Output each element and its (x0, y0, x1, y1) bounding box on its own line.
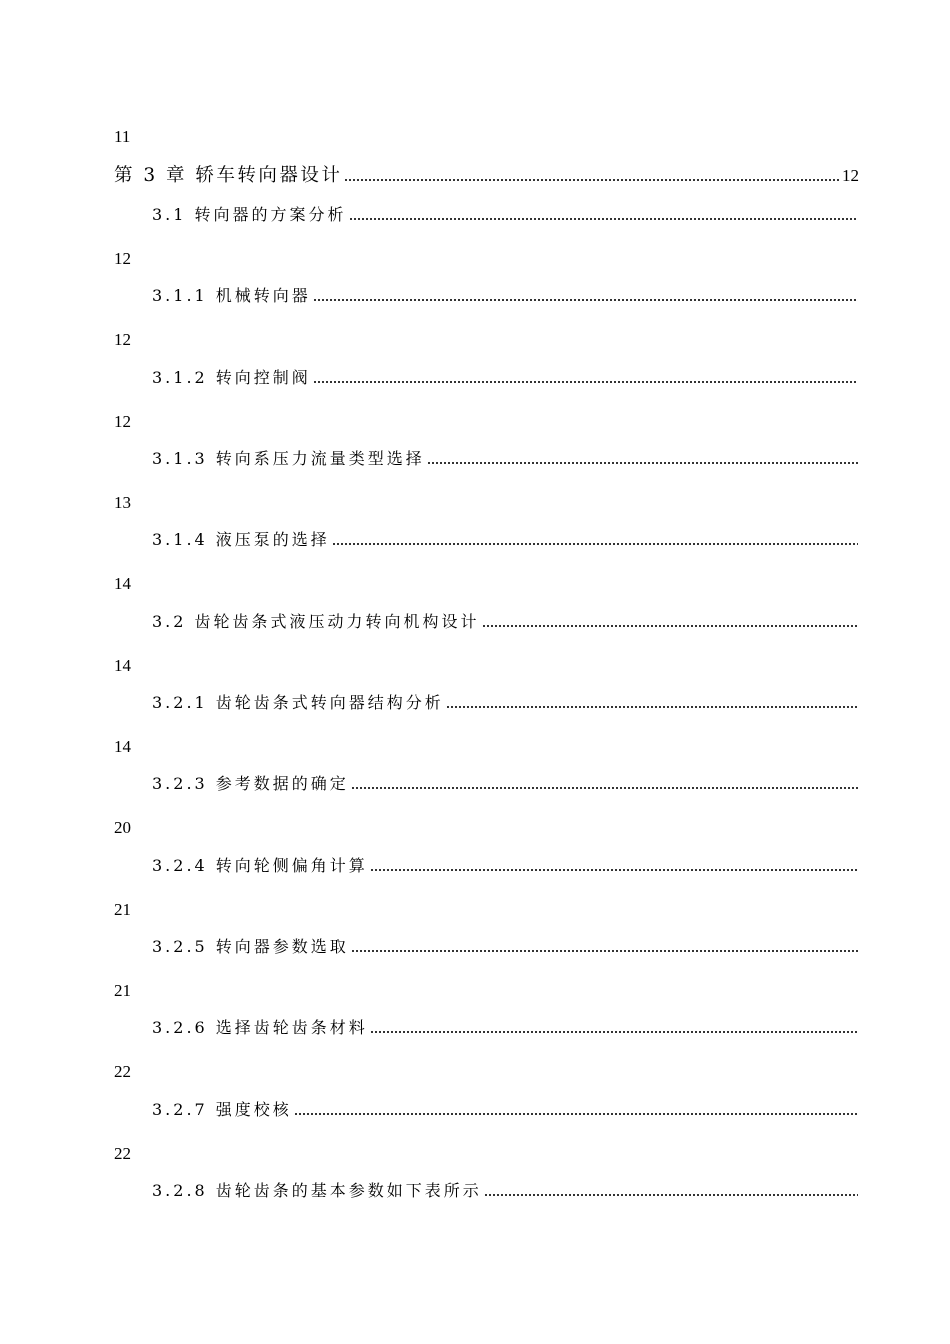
toc-entry-label: 3.1.1 机械转向器 (152, 286, 311, 305)
toc-entry[interactable] (152, 1181, 858, 1201)
toc-entry[interactable] (152, 368, 858, 388)
toc-entry-page: 20 (114, 818, 131, 837)
toc-entry[interactable] (152, 1100, 858, 1120)
toc-entry-page: 13 (114, 493, 131, 512)
toc-entry-page: 21 (114, 981, 131, 1000)
dot-leader (344, 178, 841, 182)
toc-entry-label: 3.2.7 强度校核 (152, 1100, 292, 1119)
toc-entry[interactable] (152, 612, 858, 632)
toc-entry[interactable] (152, 1018, 858, 1038)
toc-entry-page: 21 (114, 900, 131, 919)
toc-chapter-label: 第 3 章 轿车转向器设计 (114, 165, 343, 186)
toc-entry-label: 3.1.2 转向控制阀 (152, 368, 311, 387)
dot-leader (313, 298, 858, 302)
toc-entry-label: 3.1.4 液压泵的选择 (152, 530, 330, 549)
toc-entry-label: 3.2.3 参考数据的确定 (152, 774, 349, 793)
dot-leader (351, 786, 858, 790)
toc-entry[interactable] (152, 286, 858, 306)
dot-leader (294, 1112, 858, 1116)
toc-entry-label: 3.2.4 转向轮侧偏角计算 (152, 856, 368, 875)
toc-entry[interactable] (152, 205, 858, 225)
toc-entry-label: 3.2.1 齿轮齿条式转向器结构分析 (152, 693, 444, 712)
page-number-top: 11 (114, 127, 131, 146)
toc-entry-label: 3.1.3 转向系压力流量类型选择 (152, 449, 425, 468)
dot-leader (484, 1193, 858, 1197)
toc-entry-page: 12 (114, 330, 131, 349)
dot-leader (427, 461, 858, 465)
toc-entry[interactable] (152, 937, 858, 957)
dot-leader (370, 868, 858, 872)
dot-leader (349, 217, 858, 221)
toc-entry[interactable] (152, 530, 858, 550)
toc-entry-label: 3.2.6 选择齿轮齿条材料 (152, 1018, 368, 1037)
dot-leader (446, 705, 858, 709)
toc-entry[interactable] (152, 774, 858, 794)
toc-entry-page: 22 (114, 1144, 131, 1163)
toc-chapter-page: 12 (842, 166, 859, 185)
toc-entry-label: 3.2 齿轮齿条式液压动力转向机构设计 (152, 612, 480, 631)
dot-leader (370, 1030, 858, 1034)
toc-entry[interactable] (152, 449, 858, 469)
toc-entry-page: 14 (114, 574, 131, 593)
toc-entry-page: 22 (114, 1062, 131, 1081)
toc-entry-page: 14 (114, 656, 131, 675)
toc-entry-page: 12 (114, 412, 131, 431)
toc-entry-label: 3.2.5 转向器参数选取 (152, 937, 349, 956)
toc-entry-label: 3.2.8 齿轮齿条的基本参数如下表所示 (152, 1181, 482, 1200)
toc-entry[interactable] (152, 856, 858, 876)
dot-leader (332, 542, 858, 546)
toc-entry-label: 3.1 转向器的方案分析 (152, 205, 347, 224)
toc-entry-page: 14 (114, 737, 131, 756)
toc-entry-page: 12 (114, 249, 131, 268)
dot-leader (313, 380, 858, 384)
dot-leader (351, 949, 858, 953)
toc-entry[interactable] (152, 693, 858, 713)
toc-chapter-3[interactable] (114, 165, 859, 187)
dot-leader (482, 624, 858, 628)
